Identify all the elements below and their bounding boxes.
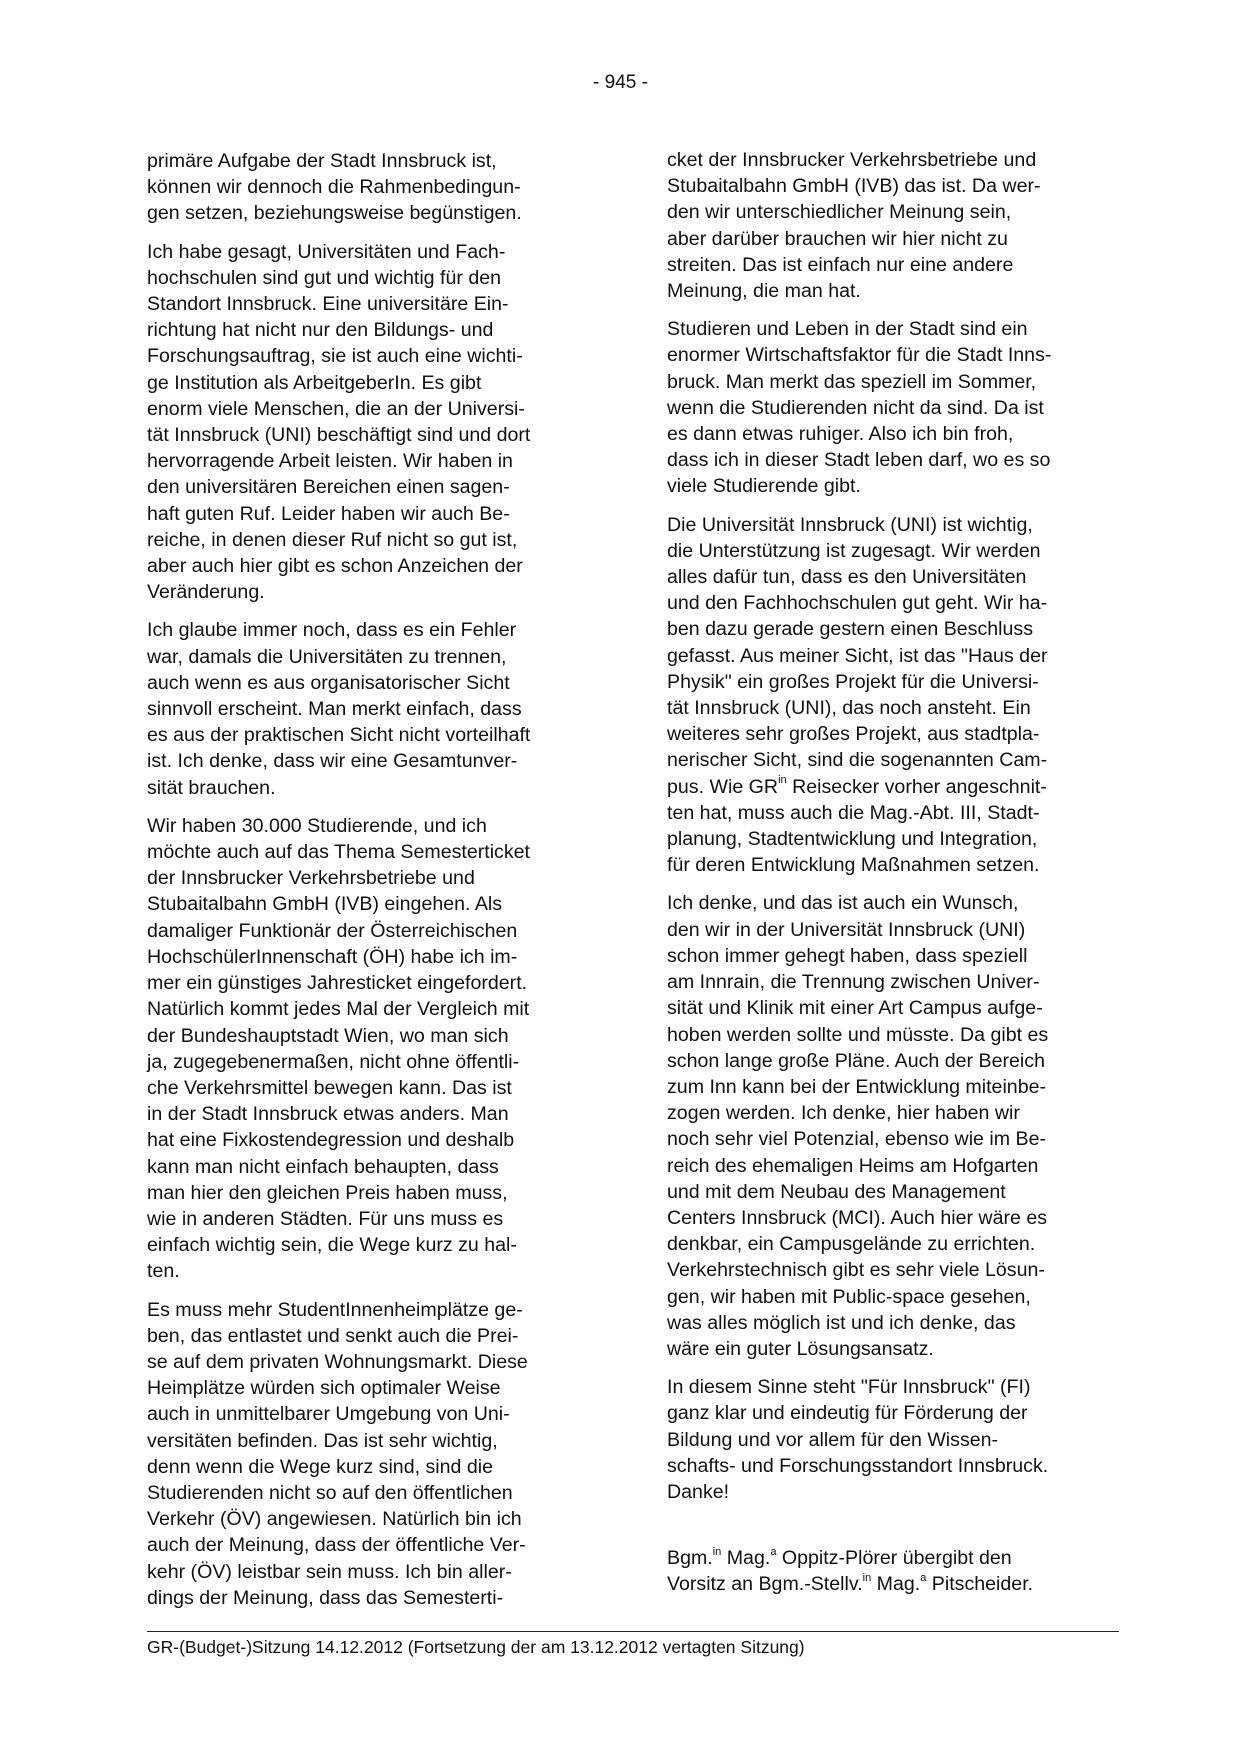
- text-line: Standort Innsbruck. Eine universitäre Ein-: [147, 293, 509, 316]
- paragraph: [667, 890, 1122, 1362]
- text-line: ben, das entlastet und senkt auch die Prei-: [147, 1324, 519, 1347]
- text-line: zogen werden. Ich denke, hier haben wir: [667, 1102, 1020, 1125]
- text-line: weiteres sehr großes Projekt, aus stadtpla-: [667, 723, 1040, 746]
- text-line: Forschungsauftrag, sie ist auch eine wichti-: [147, 345, 523, 368]
- text-line: Verkehrstechnisch gibt es sehr viele Lösun-: [667, 1259, 1045, 1282]
- text-line: Centers Innsbruck (MCI). Auch hier wäre es: [667, 1206, 1048, 1229]
- text-line: und den Fachhochschulen gut geht. Wir ha-: [667, 592, 1048, 615]
- paragraph: [147, 148, 602, 227]
- paragraph: [147, 813, 602, 1285]
- text-line: können wir dennoch die Rahmenbedingun-: [147, 176, 521, 199]
- text-line: aber auch hier gibt es schon Anzeichen der: [147, 555, 523, 578]
- text-line: tät Innsbruck (UNI), das noch ansteht. Ein: [667, 697, 1031, 720]
- text-line: in der Stadt Innsbruck etwas anders. Man: [147, 1103, 509, 1126]
- text-line: den wir in der Universität Innsbruck (UNI): [667, 918, 1026, 941]
- text-line: zum Inn kann bei der Entwicklung miteinbe-: [667, 1075, 1047, 1098]
- text-line: schafts- und Forschungsstandort Innsbruck.: [667, 1454, 1049, 1477]
- left-column: [147, 148, 602, 1623]
- text-line: Die Universität Innsbruck (UNI) ist wichtig,: [667, 513, 1033, 536]
- text-line: hervorragende Arbeit leisten. Wir haben in: [147, 450, 513, 473]
- text-line: schon immer gehegt haben, dass speziell: [667, 944, 1028, 967]
- text-line: möchte auch auf das Thema Semesterticket: [147, 841, 530, 864]
- closing-line-1: Bgm.$^{in}$ Mag.$^a$ Oppitz-Plörer übergibt den: [667, 1545, 1012, 1570]
- text-line: auch wenn es aus organisatorischer Sicht: [147, 671, 510, 694]
- paragraph: [667, 147, 1122, 304]
- text-line: gen setzen, beziehungsweise begünstigen.: [147, 202, 522, 225]
- page-number: - 945 -: [593, 72, 648, 93]
- text-line: Natürlich kommt jedes Mal der Vergleich mit: [147, 998, 530, 1021]
- text-line: reiche, in denen dieser Ruf nicht so gut ist,: [147, 528, 518, 551]
- text-line: es dann etwas ruhiger. Also ich bin froh,: [667, 423, 1014, 446]
- text-line: Ich habe gesagt, Universitäten und Fach-: [147, 240, 506, 263]
- text-line: Ich denke, und das ist auch ein Wunsch,: [667, 892, 1019, 915]
- closing-line-2: Vorsitz an Bgm.-Stellv.$^{in}$ Mag.$^a$ Pitscheider.: [667, 1571, 1034, 1596]
- text-line: hat eine Fixkostendegression und deshalb: [147, 1129, 515, 1152]
- text-line: hoben werden sollte und müsste. Da gibt es: [667, 1023, 1049, 1046]
- text-line: Bildung und vor allem für den Wissen-: [667, 1428, 999, 1451]
- text-line: che Verkehrsmittel bewegen kann. Das ist: [147, 1076, 512, 1099]
- text-line: auch in unmittelbarer Umgebung von Uni-: [147, 1403, 510, 1426]
- text-line: hochschulen sind gut und wichtig für den: [147, 266, 502, 289]
- paragraph: [147, 1297, 602, 1611]
- text-line: cket der Innsbrucker Verkehrsbetriebe und: [667, 149, 1037, 171]
- text-line: gen, wir haben mit Public-space gesehen,: [667, 1285, 1031, 1308]
- paragraph: [667, 1374, 1122, 1505]
- text-line: ganz klar und eindeutig für Förderung der: [667, 1402, 1028, 1425]
- text-line: Meinung, die man hat.: [667, 280, 861, 303]
- text-line: reich des ehemaligen Heims am Hofgarten: [667, 1154, 1039, 1177]
- paragraph: [147, 239, 602, 606]
- text-line: ten.: [147, 1260, 180, 1283]
- text-line: alles dafür tun, dass es den Universitäten: [667, 566, 1027, 589]
- text-line: was alles möglich ist und ich denke, das: [667, 1311, 1016, 1334]
- paragraph: [667, 316, 1122, 499]
- paragraph: [667, 512, 1122, 879]
- text-line: ben dazu gerade gestern einen Beschluss: [667, 618, 1034, 641]
- text-line: denn wenn die Wege kurz sind, sind die: [147, 1455, 494, 1478]
- text-line: war, damals die Universitäten zu trennen,: [147, 645, 507, 668]
- text-line: der Bundeshauptstadt Wien, wo man sich: [147, 1024, 509, 1047]
- text-line: enorm viele Menschen, die an der Universi-: [147, 397, 525, 420]
- text-line: dings der Meinung, dass das Semesterti-: [147, 1586, 504, 1609]
- text-line: bruck. Man merkt das speziell im Sommer,: [667, 370, 1037, 393]
- text-line: haft guten Ruf. Leider haben wir auch Be-: [147, 502, 510, 525]
- text-line: Stubaitalbahn GmbH (IVB) eingehen. Als: [147, 893, 503, 916]
- text-line: Studierenden nicht so auf den öffentlichen: [147, 1481, 513, 1504]
- right-column: [667, 147, 1122, 1610]
- text-line: HochschülerInnenschaft (ÖH) habe ich im-: [147, 945, 518, 968]
- text-line: In diesem Sinne steht "Für Innsbruck" (FI): [667, 1376, 1031, 1399]
- text-line: es aus der praktischen Sicht nicht vorteilhaft: [147, 724, 531, 747]
- text-line: und mit dem Neubau des Management: [667, 1180, 1006, 1203]
- text-line: richtung hat nicht nur den Bildungs- und: [147, 319, 494, 342]
- text-line: Danke!: [667, 1480, 730, 1503]
- text-line: den universitären Bereichen einen sagen-: [147, 476, 510, 499]
- text-line-with-superscript: pus. Wie $GR^{in}$ Reisecker vorher angeschnit-: [667, 774, 1047, 798]
- paragraph: [147, 617, 602, 800]
- text-line: Wir haben 30.000 Studierende, und ich: [147, 814, 487, 837]
- text-line: planung, Stadtentwicklung und Integration,: [667, 828, 1038, 851]
- text-line: auch der Meinung, dass der öffentliche Ver-: [147, 1534, 526, 1557]
- text-line: Es muss mehr StudentInnenheimplätze ge-: [147, 1298, 523, 1321]
- text-line: Physik" ein großes Projekt für die Universi-: [667, 670, 1039, 693]
- text-line: viele Studierende gibt.: [667, 475, 861, 498]
- text-line: tät Innsbruck (UNI) beschäftigt sind und dort: [147, 424, 531, 447]
- text-line: Ich glaube immer noch, dass es ein Fehler: [147, 619, 517, 642]
- text-line: die Unterstützung ist zugesagt. Wir werden: [667, 539, 1041, 562]
- text-line: ge Institution als ArbeitgeberIn. Es gibt: [147, 371, 482, 394]
- text-line: aber darüber brauchen wir hier nicht zu: [667, 227, 1008, 250]
- text-line: schon lange große Pläne. Auch der Bereich: [667, 1049, 1045, 1072]
- text-line: se auf dem privaten Wohnungsmarkt. Diese: [147, 1350, 528, 1373]
- text-line: Stubaitalbahn GmbH (IVB) das ist. Da wer-: [667, 175, 1041, 198]
- text-line: damaliger Funktionär der Österreichischen: [147, 919, 518, 942]
- text-line: ja, zugegebenermaßen, nicht ohne öffentli-: [147, 1050, 520, 1073]
- text-line: noch sehr viel Potenzial, ebenso wie im Be-: [667, 1128, 1047, 1151]
- text-line: versitäten befinden. Das ist sehr wichtig,: [147, 1429, 498, 1452]
- text-line: nerischer Sicht, sind die sogenannten Cam-: [667, 749, 1048, 772]
- text-line: sinnvoll erscheint. Man merkt einfach, dass: [147, 698, 522, 721]
- text-line: mer ein günstiges Jahresticket eingefordert.: [147, 972, 528, 995]
- text-line: der Innsbrucker Verkehrsbetriebe und: [147, 867, 475, 890]
- text-line: einfach wichtig sein, die Wege kurz zu hal-: [147, 1234, 517, 1257]
- closing-remark: [667, 1545, 1122, 1597]
- text-line: denkbar, ein Campusgelände zu errichten.: [667, 1233, 1036, 1256]
- text-line: streiten. Das ist einfach nur eine andere: [667, 253, 1014, 276]
- text-line: wäre ein guter Lösungsansatz.: [667, 1337, 934, 1360]
- text-line: den wir unterschiedlicher Meinung sein,: [667, 201, 1012, 224]
- text-line: Verkehr (ÖV) angewiesen. Natürlich bin ich: [147, 1508, 522, 1531]
- text-line: ten hat, muss auch die Mag.-Abt. III, Stadt-: [667, 801, 1040, 824]
- text-line: gefasst. Aus meiner Sicht, ist das "Haus der: [667, 644, 1048, 667]
- text-line: sität brauchen.: [147, 776, 276, 799]
- text-line: man hier den gleichen Preis haben muss,: [147, 1181, 508, 1204]
- text-line: sität und Klinik mit einer Art Campus aufge-: [667, 997, 1043, 1020]
- text-line: am Innrain, die Trennung zwischen Univer-: [667, 971, 1040, 994]
- text-line: wie in anderen Städten. Für uns muss es: [147, 1207, 504, 1230]
- text-line: Heimplätze würden sich optimaler Weise: [147, 1377, 501, 1400]
- text-line: ist. Ich denke, dass wir eine Gesamtunver-: [147, 750, 518, 773]
- text-line: primäre Aufgabe der Stadt Innsbruck ist,: [147, 150, 497, 172]
- text-line: enormer Wirtschaftsfaktor für die Stadt Inns-: [667, 344, 1052, 367]
- text-line: kann man nicht einfach behaupten, dass: [147, 1155, 499, 1178]
- right-column-body: [667, 147, 1122, 1505]
- text-line: dass ich in dieser Stadt leben darf, wo es so: [667, 449, 1051, 472]
- footer-divider: [147, 1631, 1119, 1632]
- text-line: Studieren und Leben in der Stadt sind ein: [667, 318, 1028, 341]
- text-line: kehr (ÖV) leistbar sein muss. Ich bin aller-: [147, 1560, 512, 1583]
- text-line: für deren Entwicklung Maßnahmen setzen.: [667, 854, 1040, 877]
- text-line: wenn die Studierenden nicht da sind. Da ist: [667, 396, 1044, 419]
- text-line: Veränderung.: [147, 581, 265, 604]
- footer-session-info: GR-(Budget-)Sitzung 14.12.2012 (Fortsetzung der am 13.12.2012 vertagten Sitzung): [147, 1637, 805, 1657]
